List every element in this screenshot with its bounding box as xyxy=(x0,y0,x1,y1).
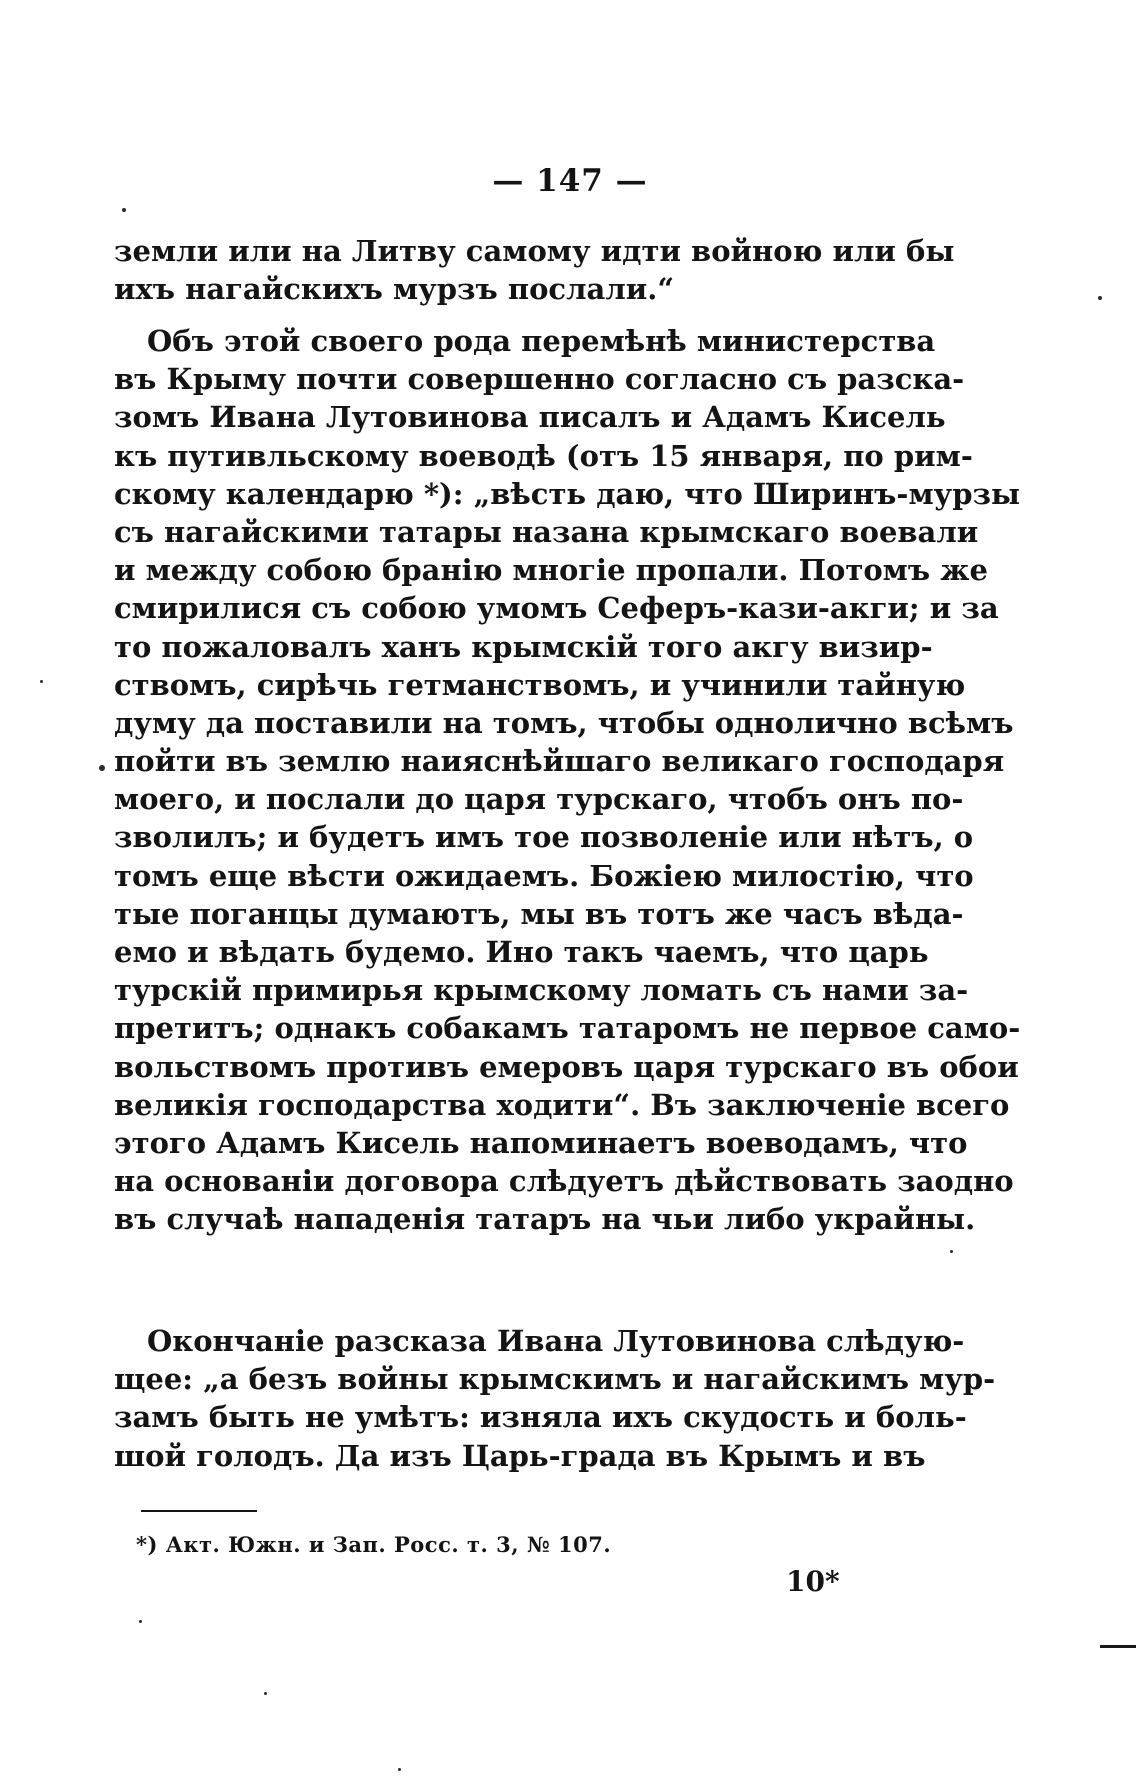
paragraph-main xyxy=(114,322,1021,1239)
text-line: на основаніи договора слѣдуетъ дѣйствовать заодно xyxy=(114,1164,1014,1199)
scan-speck xyxy=(40,680,43,683)
text-line: этого Адамъ Кисель напоминаетъ воеводамъ, что xyxy=(114,1125,968,1160)
text-line: въ Крыму почти совершенно согласно съ разска- xyxy=(114,362,965,397)
text-line: емо и вѣдать будемо. Ино такъ чаемъ, что царь xyxy=(114,935,929,969)
footnote: *) Акт. Южн. и Зап. Росс. т. 3, № 107. xyxy=(136,1532,612,1557)
text-line: пойти въ землю наияснѣйшаго великаго господаря xyxy=(114,744,1005,779)
text-line: щее: „а безъ войны крымскимъ и нагайскимъ мур- xyxy=(114,1362,996,1397)
text-line: скому календарю *): „вѣсть даю, что Ширинъ-мурзы xyxy=(114,476,1021,511)
text-line: смирилися съ собою умомъ Сеферъ-кази-акги; и за xyxy=(114,591,999,626)
paragraph-continuation xyxy=(114,232,955,308)
printer-signature-mark: 10* xyxy=(786,1565,840,1598)
scan-speck xyxy=(99,765,105,771)
text-line: въ случаѣ нападенія татаръ на чьи либо украйны. xyxy=(114,1202,976,1237)
text-line: Объ этой своего рода перемѣнѣ министерства xyxy=(147,324,936,358)
text-line: шой голодъ. Да изъ Царь-града въ Крымъ и въ xyxy=(114,1438,926,1473)
text-line: ствомъ, сирѣчь гетманствомъ, и учинили тайную xyxy=(114,667,966,702)
text-line: моего, и послали до царя турскаго, чтобъ онъ по- xyxy=(114,782,964,817)
text-line: къ путивльскому воеводѣ (отъ 15 января, по рим- xyxy=(114,438,973,473)
text-line: претитъ; однакъ собакамъ татаромъ не первое само- xyxy=(114,1011,1021,1046)
scan-speck xyxy=(950,1250,953,1253)
scan-speck xyxy=(398,1768,401,1771)
text-line: великія господарства ходити“. Въ заключеніе всего xyxy=(114,1087,1010,1122)
scan-speck xyxy=(264,1692,267,1695)
scan-speck xyxy=(139,1620,142,1623)
text-line: то пожаловалъ ханъ крымскій того акгу визир- xyxy=(114,629,933,664)
text-line: земли или на Литву самому идти войною или бы xyxy=(114,234,955,268)
scan-speck xyxy=(1098,296,1102,300)
paragraph-closing xyxy=(114,1322,996,1475)
text-line: ихъ нагайскихъ мурзъ послали.“ xyxy=(114,272,675,307)
text-line: зомъ Ивана Лутовинова писалъ и Адамъ Кисель xyxy=(114,400,946,435)
text-line: думу да поставили на томъ, чтобы однолично всѣмъ xyxy=(114,705,1014,740)
text-line: тые поганцы думаютъ, мы въ тотъ же часъ вѣда- xyxy=(114,896,964,931)
text-line: томъ еще вѣсти ожидаемъ. Божіею милостію, что xyxy=(114,858,974,893)
text-line: замъ быть не умѣтъ: изняла ихъ скудость и боль- xyxy=(114,1400,967,1435)
text-line: зволилъ; и будетъ имъ тое позволеніе или нѣтъ, о xyxy=(114,820,974,855)
footnote-divider xyxy=(141,1510,257,1512)
text-line: вольствомъ противъ емеровъ царя турскаго въ обои xyxy=(114,1049,1019,1084)
scan-edge-mark xyxy=(1100,1645,1136,1648)
page-number: — 147 — xyxy=(492,163,648,199)
scan-speck xyxy=(122,208,126,212)
text-line: Окончаніе разсказа Ивана Лутовинова слѣдую- xyxy=(147,1324,965,1358)
text-line: турскій примирья крымскому ломать съ нами за- xyxy=(114,973,969,1008)
text-line: съ нагайскими татары назана крымскаго воевали xyxy=(114,514,979,549)
text-line: и между собою бранію многіе пропали. Потомъ же xyxy=(114,553,988,588)
